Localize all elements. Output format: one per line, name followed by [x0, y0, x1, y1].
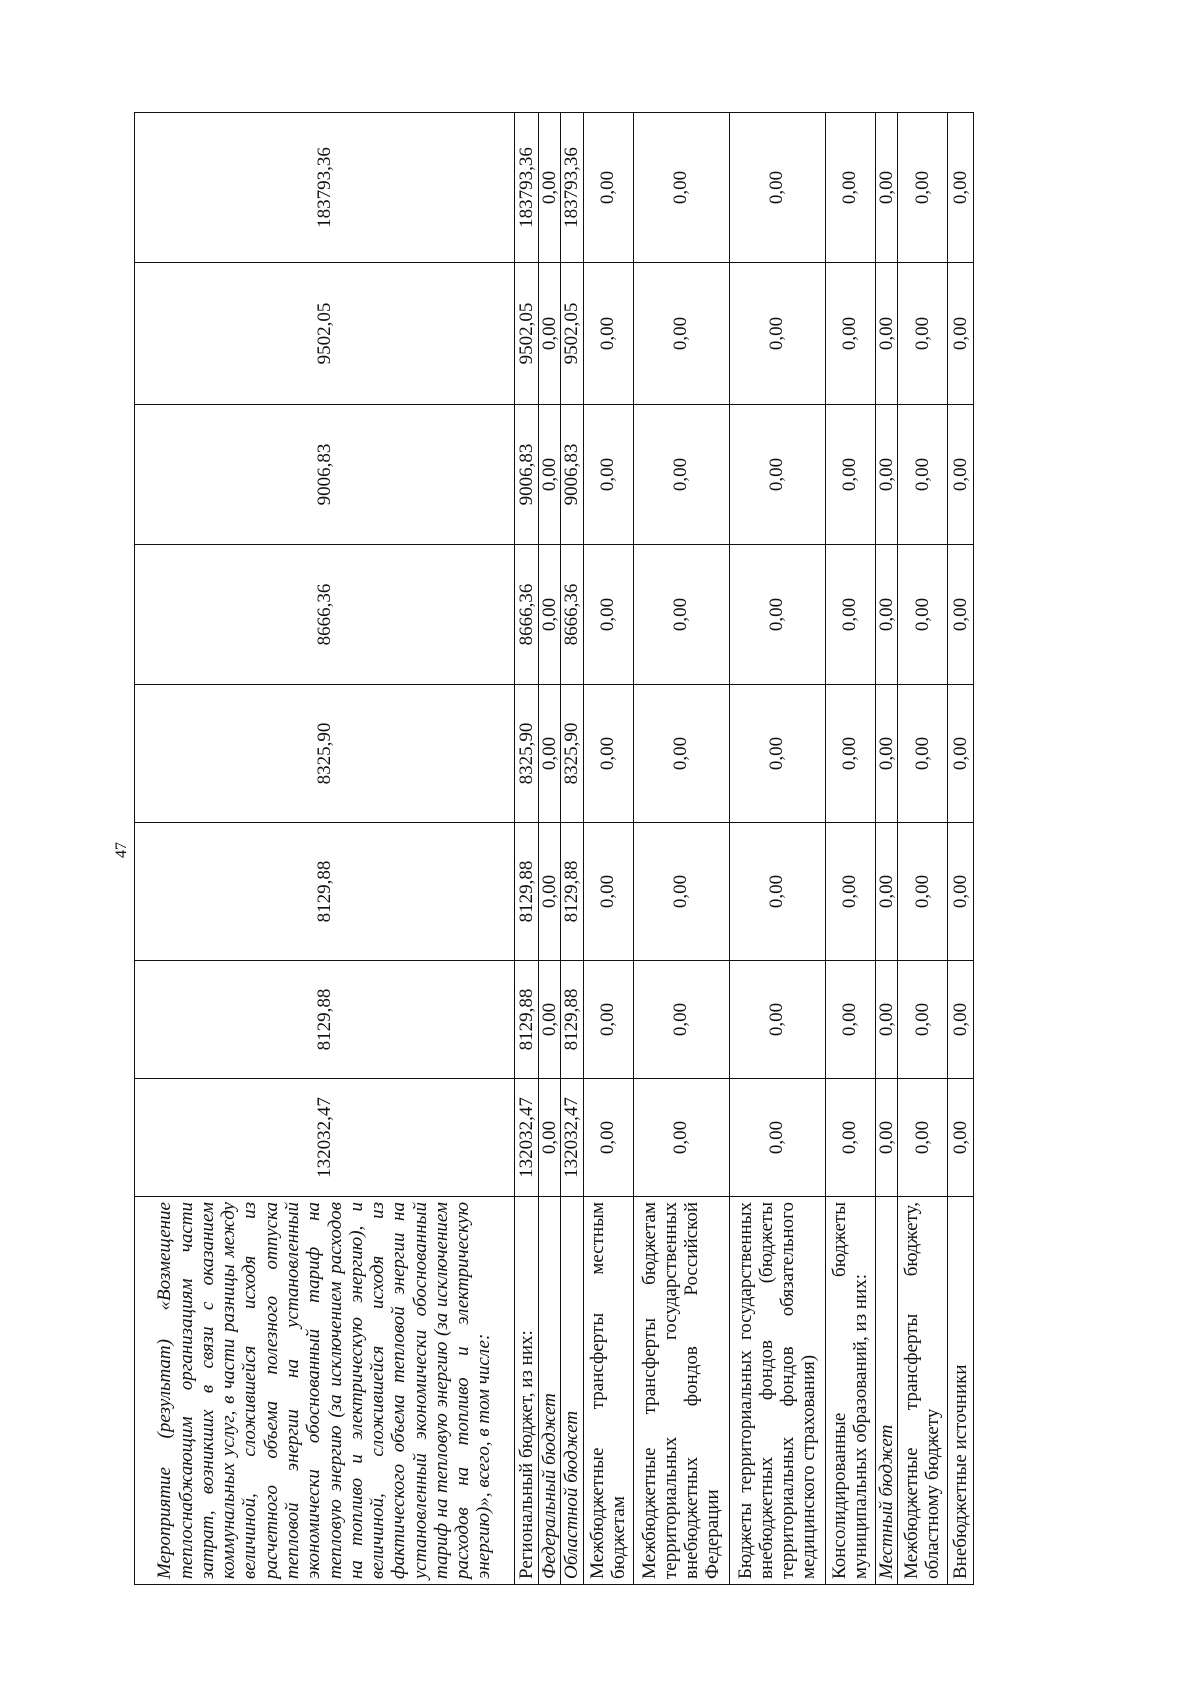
value-cell: 9502,05: [515, 263, 539, 405]
row-label: Консолидированные бюджеты муниципальных образований, из них:: [825, 1197, 875, 1585]
table-row: [825, 113, 875, 1585]
value-cell: 0,00: [583, 685, 633, 823]
table-row: [561, 113, 583, 1585]
value-cell: 0,00: [633, 823, 729, 961]
value-cell: 0,00: [633, 1079, 729, 1197]
value-cell: 0,00: [825, 113, 875, 263]
row-label: Федеральный бюджет: [539, 1197, 561, 1585]
value-cell: 132032,47: [135, 1079, 515, 1197]
value-cell: 0,00: [633, 263, 729, 405]
value-cell: 0,00: [729, 113, 825, 263]
value-cell: 0,00: [633, 113, 729, 263]
value-cell: 0,00: [897, 545, 947, 685]
value-cell: 0,00: [825, 961, 875, 1079]
value-cell: 0,00: [539, 113, 561, 263]
value-cell: 0,00: [633, 545, 729, 685]
table-row: [875, 113, 897, 1585]
value-cell: 9006,83: [561, 405, 583, 545]
value-cell: 0,00: [947, 685, 973, 823]
value-cell: 0,00: [825, 685, 875, 823]
row-label: Региональный бюджет, из них:: [515, 1197, 539, 1585]
value-cell: 8325,90: [135, 685, 515, 823]
value-cell: 0,00: [539, 823, 561, 961]
row-label: Межбюджетные трансферты местным бюджетам: [583, 1197, 633, 1585]
value-cell: 0,00: [875, 263, 897, 405]
value-cell: 183793,36: [561, 113, 583, 263]
value-cell: 8666,36: [561, 545, 583, 685]
table-row: [135, 113, 515, 1585]
row-label: Мероприятие (результат) «Возмещение теплоснабжающим организациям части затрат, возникших в связи с оказанием коммунальных услуг, в части разницы между величиной, сложившейся исходя из расчетного объема полезного отпуска тепловой энергии на установленный экономически обоснованный тариф на тепловую энергию (за исключением расходов на топливо и электрическую энергию), и величиной, сложившейся исходя из фактического объема тепловой энергии на установленный экономически обоснованный тариф на тепловую энергию (за исключением расходов на топливо и электрическую энергию)», всего, в том числе:: [135, 1197, 515, 1585]
row-label: Областной бюджет: [561, 1197, 583, 1585]
value-cell: 0,00: [947, 1079, 973, 1197]
table-row: [633, 113, 729, 1585]
value-cell: 0,00: [825, 823, 875, 961]
value-cell: 0,00: [729, 263, 825, 405]
value-cell: 183793,36: [515, 113, 539, 263]
value-cell: 0,00: [633, 685, 729, 823]
value-cell: 0,00: [583, 545, 633, 685]
value-cell: 8666,36: [135, 545, 515, 685]
value-cell: 9502,05: [561, 263, 583, 405]
value-cell: 8666,36: [515, 545, 539, 685]
value-cell: 132032,47: [561, 1079, 583, 1197]
table-row: [515, 113, 539, 1585]
row-label: Межбюджетные трансферты бюджету, областному бюджету: [897, 1197, 947, 1585]
value-cell: 0,00: [947, 545, 973, 685]
value-cell: 0,00: [947, 405, 973, 545]
table-row: [583, 113, 633, 1585]
value-cell: 0,00: [897, 405, 947, 545]
value-cell: 0,00: [583, 823, 633, 961]
value-cell: 0,00: [633, 961, 729, 1079]
value-cell: 0,00: [583, 113, 633, 263]
value-cell: 0,00: [729, 823, 825, 961]
value-cell: 8129,88: [135, 961, 515, 1079]
table-row: [947, 113, 973, 1585]
rotated-table-container: [134, 113, 1035, 1585]
value-cell: 0,00: [897, 823, 947, 961]
value-cell: 0,00: [539, 405, 561, 545]
value-cell: 0,00: [729, 405, 825, 545]
value-cell: 183793,36: [135, 113, 515, 263]
value-cell: 0,00: [825, 545, 875, 685]
value-cell: 0,00: [729, 545, 825, 685]
value-cell: 0,00: [875, 405, 897, 545]
value-cell: 0,00: [825, 263, 875, 405]
table-row: [729, 113, 825, 1585]
value-cell: 0,00: [897, 685, 947, 823]
value-cell: 0,00: [947, 263, 973, 405]
value-cell: 8129,88: [515, 961, 539, 1079]
value-cell: 0,00: [825, 405, 875, 545]
value-cell: 9502,05: [135, 263, 515, 405]
value-cell: 9006,83: [135, 405, 515, 545]
value-cell: 0,00: [947, 823, 973, 961]
budget-table: [134, 112, 974, 1585]
value-cell: 0,00: [729, 1079, 825, 1197]
value-cell: 0,00: [897, 263, 947, 405]
value-cell: 0,00: [583, 961, 633, 1079]
value-cell: 0,00: [539, 263, 561, 405]
value-cell: 0,00: [875, 545, 897, 685]
value-cell: 0,00: [825, 1079, 875, 1197]
page-number: 47: [113, 842, 130, 858]
value-cell: 0,00: [539, 685, 561, 823]
value-cell: 0,00: [583, 263, 633, 405]
value-cell: 0,00: [875, 823, 897, 961]
value-cell: 0,00: [583, 405, 633, 545]
row-label: Местный бюджет: [875, 1197, 897, 1585]
table-row: [539, 113, 561, 1585]
value-cell: 0,00: [583, 1079, 633, 1197]
row-label: Бюджеты территориальных государственных внебюджетных фондов (бюджеты территориальных фондов обязательного медицинского страхования): [729, 1197, 825, 1585]
value-cell: 0,00: [897, 1079, 947, 1197]
value-cell: 8129,88: [561, 823, 583, 961]
value-cell: 0,00: [875, 685, 897, 823]
row-label: Внебюджетные источники: [947, 1197, 973, 1585]
value-cell: 8129,88: [135, 823, 515, 961]
value-cell: 0,00: [875, 961, 897, 1079]
value-cell: 0,00: [947, 961, 973, 1079]
value-cell: 0,00: [729, 685, 825, 823]
value-cell: 0,00: [875, 113, 897, 263]
value-cell: 0,00: [947, 113, 973, 263]
value-cell: 8129,88: [515, 823, 539, 961]
value-cell: 0,00: [539, 961, 561, 1079]
value-cell: 8325,90: [561, 685, 583, 823]
table-row: [897, 113, 947, 1585]
value-cell: 9006,83: [515, 405, 539, 545]
value-cell: 132032,47: [515, 1079, 539, 1197]
value-cell: 0,00: [897, 113, 947, 263]
row-label: Межбюджетные трансферты бюджетам территориальных государственных внебюджетных фондов Российской Федерации: [633, 1197, 729, 1585]
value-cell: 8129,88: [561, 961, 583, 1079]
value-cell: 0,00: [633, 405, 729, 545]
value-cell: 8325,90: [515, 685, 539, 823]
value-cell: 0,00: [729, 961, 825, 1079]
value-cell: 0,00: [897, 961, 947, 1079]
value-cell: 0,00: [539, 1079, 561, 1197]
value-cell: 0,00: [539, 545, 561, 685]
value-cell: 0,00: [875, 1079, 897, 1197]
